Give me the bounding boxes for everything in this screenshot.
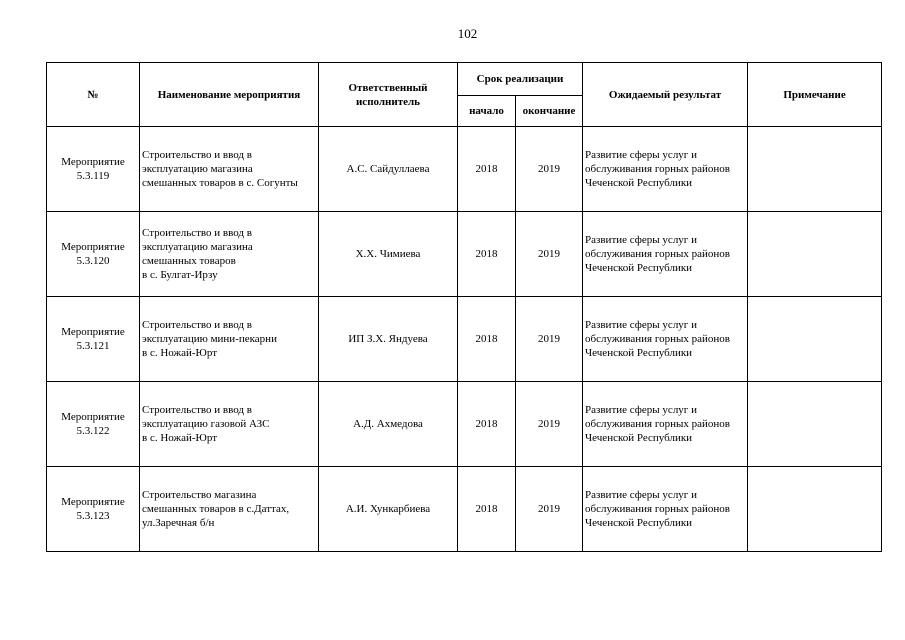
cell-result-line: Чеченской Республики (585, 262, 693, 274)
table-row (47, 467, 882, 552)
header-name: Наименование мероприятия (140, 63, 319, 127)
cell-result-line: Развитие сферы услуг и (585, 404, 697, 416)
cell-num-line: 5.3.119 (76, 170, 110, 182)
cell-name-line: в с. Ножай-Юрт (142, 347, 217, 359)
cell-end: 2019 (516, 467, 583, 552)
cell-result (583, 212, 748, 297)
cell-result-line: обслуживания горных районов (585, 248, 730, 260)
cell-start: 2018 (458, 382, 516, 467)
cell-result-line: обслуживания горных районов (585, 418, 730, 430)
cell-num (47, 212, 140, 297)
cell-result-line: Чеченской Республики (585, 177, 693, 189)
cell-end: 2019 (516, 212, 583, 297)
cell-num (47, 467, 140, 552)
cell-result (583, 297, 748, 382)
table-row (47, 382, 882, 467)
cell-num-line: Мероприятие (61, 156, 125, 168)
cell-name-line: эксплуатацию мини-пекарни (142, 333, 277, 345)
cell-num-line: 5.3.123 (76, 510, 110, 522)
cell-num-line: 5.3.122 (76, 425, 110, 437)
cell-result-line: Развитие сферы услуг и (585, 149, 697, 161)
table-body (47, 127, 882, 552)
cell-start: 2018 (458, 127, 516, 212)
cell-responsible: А.Д. Ахмедова (319, 382, 458, 467)
cell-start: 2018 (458, 212, 516, 297)
header-start: начало (458, 96, 516, 127)
cell-note (748, 127, 882, 212)
cell-name-line: эксплуатацию магазина (142, 241, 253, 253)
cell-name-line: Строительство и ввод в (142, 227, 252, 239)
cell-num-line: 5.3.121 (76, 340, 110, 352)
cell-result-line: обслуживания горных районов (585, 333, 730, 345)
cell-result-line: Развитие сферы услуг и (585, 319, 697, 331)
table-row (47, 212, 882, 297)
cell-responsible: А.С. Сайдуллаева (319, 127, 458, 212)
cell-name-line: Строительство и ввод в (142, 404, 252, 416)
cell-responsible: А.И. Хункарбиева (319, 467, 458, 552)
cell-num (47, 382, 140, 467)
cell-num-line: Мероприятие (61, 411, 125, 423)
cell-num-line: Мероприятие (61, 241, 125, 253)
cell-result-line: Развитие сферы услуг и (585, 489, 697, 501)
cell-result-line: Чеченской Республики (585, 347, 693, 359)
table-row (47, 297, 882, 382)
header-responsible: Ответственный исполнитель (319, 63, 458, 127)
cell-start: 2018 (458, 467, 516, 552)
header-result: Ожидаемый результат (583, 63, 748, 127)
cell-name-line: ул.Заречная б/н (142, 517, 215, 529)
cell-name-line: Строительство и ввод в (142, 319, 252, 331)
cell-result-line: обслуживания горных районов (585, 503, 730, 515)
cell-name-line: в с. Ножай-Юрт (142, 432, 217, 444)
cell-name-line: смешанных товаров в с.Даттах, (142, 503, 290, 515)
cell-name (140, 297, 319, 382)
cell-responsible: ИП З.Х. Яндуева (319, 297, 458, 382)
cell-name-line: смешанных товаров в с. Согунты (142, 177, 298, 189)
measures-table (46, 62, 882, 552)
cell-result-line: Развитие сферы услуг и (585, 234, 697, 246)
table-row (47, 127, 882, 212)
cell-note (748, 382, 882, 467)
cell-result (583, 467, 748, 552)
cell-result-line: обслуживания горных районов (585, 163, 730, 175)
cell-num (47, 297, 140, 382)
cell-end: 2019 (516, 382, 583, 467)
cell-result (583, 127, 748, 212)
header-note: Примечание (748, 63, 882, 127)
cell-num-line: 5.3.120 (76, 255, 110, 267)
cell-note (748, 297, 882, 382)
cell-note (748, 212, 882, 297)
cell-name-line: в с. Булгат-Ирзу (142, 269, 218, 281)
header-row (47, 63, 882, 96)
cell-end: 2019 (516, 127, 583, 212)
cell-num-line: Мероприятие (61, 496, 125, 508)
cell-result-line: Чеченской Республики (585, 517, 693, 529)
cell-result-line: Чеченской Республики (585, 432, 693, 444)
cell-name-line: смешанных товаров (142, 255, 236, 267)
cell-result (583, 382, 748, 467)
cell-name-line: эксплуатацию газовой АЗС (142, 418, 270, 430)
cell-start: 2018 (458, 297, 516, 382)
cell-num (47, 127, 140, 212)
page-number: 102 (457, 26, 478, 41)
cell-name-line: эксплуатацию магазина (142, 163, 253, 175)
cell-name (140, 382, 319, 467)
cell-name-line: Строительство и ввод в (142, 149, 252, 161)
cell-name (140, 127, 319, 212)
cell-responsible: Х.Х. Чимиева (319, 212, 458, 297)
cell-num-line: Мероприятие (61, 326, 125, 338)
header-term: Срок реализации (458, 63, 583, 96)
cell-name-line: Строительство магазина (142, 489, 257, 501)
cell-end: 2019 (516, 297, 583, 382)
cell-note (748, 467, 882, 552)
cell-name (140, 467, 319, 552)
header-end: окончание (516, 96, 583, 127)
header-num: № (47, 63, 140, 127)
cell-name (140, 212, 319, 297)
